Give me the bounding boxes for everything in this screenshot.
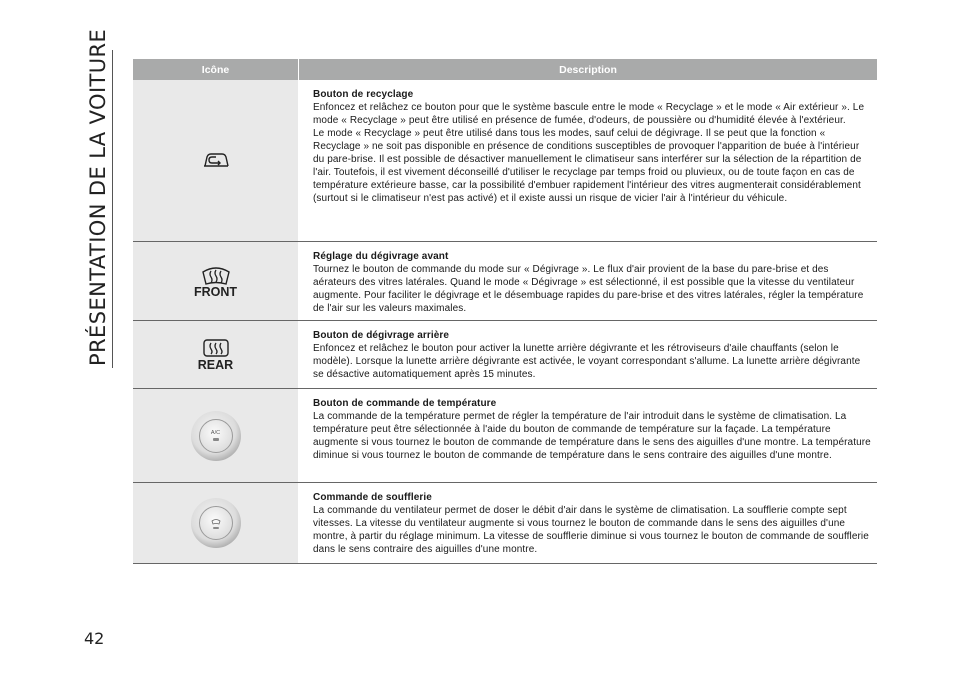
row-title: Bouton de commande de température [313, 398, 497, 409]
icon-cell [133, 483, 299, 563]
header-icon-column: Icône [133, 59, 299, 80]
row-paragraph: Le mode « Recyclage » peut être utilisé dans tous les modes, sauf celui de dégivrage. Il se peut que la fonction « Recyclage » ne soit pas disponible en présence de conditions susceptibles de provoquer l'apparition de buée à l'intérieur du pare-brise. Il est possible de désactiver manuellement le climatiseur sans interférer sur la sélection de la répartition de l'air. Toutefois, il est vivement déconseillé d'utiliser le recyclage par temps froid ou pluvieux, ou de toute façon en cas de température extérieure basse, car la possibilité d'embuer rapidement l'intérieur des vitres augmenterait considérablement (surtout si le climatiseur n'est pas activé) et il existe aussi un risque de vicier l'air à l'intérieur du véhicule. [313, 128, 862, 204]
blower-knob-icon [191, 498, 241, 548]
rear-defrost-icon [201, 337, 231, 359]
rear-label: REAR [197, 358, 234, 372]
table-row [133, 389, 877, 483]
page-number: 42 [84, 629, 105, 648]
temperature-knob-icon [191, 411, 241, 461]
row-paragraph: Enfoncez et relâchez le bouton pour activer la lunette arrière dégivrante et les rétroviseurs d'aile chauffants (selon le modèle). Lorsque la lunette arrière dégivrante est activée, le voyant correspondant s'allume. La lunette arrière dégivrante se désactive automatiquement après 15 minutes. [313, 343, 861, 380]
indicator-light [213, 527, 219, 529]
front-label: FRONT [193, 284, 238, 299]
row-title: Commande de soufflerie [313, 492, 432, 503]
icon-cell [133, 321, 299, 388]
header-description-column: Description [559, 63, 617, 76]
table-row [133, 80, 877, 242]
icon-cell [133, 80, 299, 241]
row-paragraph: La commande de la température permet de régler la température de l'air introduit dans le système de climatisation. La température peut être sélectionnée à l'aide du bouton de commande de température sur la façade. La température augmente si vous tournez le bouton de commande de température dans le sens des aiguilles d'une montre. La température diminue si vous tournez le bouton de commande de température dans le sens contraire des aiguilles d'une montre. [313, 411, 871, 461]
row-title: Bouton de dégivrage arrière [313, 330, 450, 341]
chapter-divider [112, 50, 113, 368]
icon-cell [133, 242, 299, 320]
row-description [299, 321, 877, 388]
row-description [299, 242, 877, 320]
table-row [133, 242, 877, 321]
row-description [299, 389, 877, 482]
row-paragraph: Tournez le bouton de commande du mode sur « Dégivrage ». Le flux d'air provient de la base du pare-brise et des aérateurs des vitres latérales. Quand le mode « Dégivrage » est sélectionné, il est possible que la vitesse du ventilateur augmente. Pour faciliter le dégivrage et le désembuage rapides du pare-brise et des vitres latérales, régler la température de l'air sur les valeurs maximales. [313, 264, 864, 314]
knob-label: A/C [210, 430, 221, 436]
windshield-mode-icon [211, 518, 221, 525]
row-paragraph: La commande du ventilateur permet de doser le débit d'air dans le système de climatisation. La soufflerie compte sept vitesses. La vitesse du ventilateur augmente si vous tournez le bouton de commande dans le sens des aiguilles d'une montre, à partir du réglage minimum. La vitesse de soufflerie diminue si vous tournez le bouton de commande de soufflerie dans le sens contraire des aiguilles d'une montre. [313, 505, 869, 555]
knob-face [199, 419, 233, 453]
recirculation-icon [202, 151, 230, 171]
row-title: Réglage du dégivrage avant [313, 251, 449, 262]
indicator-light [213, 438, 219, 441]
row-description [299, 483, 877, 563]
front-defrost-icon [201, 264, 231, 286]
table-row [133, 483, 877, 564]
table-header [133, 59, 877, 80]
icon-cell [133, 389, 299, 482]
row-paragraph: Enfoncez et relâchez ce bouton pour que le système bascule entre le mode « Recyclage » et le mode « Air extérieur ». Le mode « Recyclage » peut être utilisé en présence de fumée, d'odeurs, de poussière ou d'humidité élevée à l'extérieur. [313, 102, 865, 126]
row-description [299, 80, 877, 241]
chapter-title: PRÉSENTATION DE LA VOITURE [86, 28, 110, 366]
knob-face [199, 506, 233, 540]
row-title: Bouton de recyclage [313, 89, 414, 100]
table-row [133, 321, 877, 389]
controls-table [133, 59, 877, 564]
